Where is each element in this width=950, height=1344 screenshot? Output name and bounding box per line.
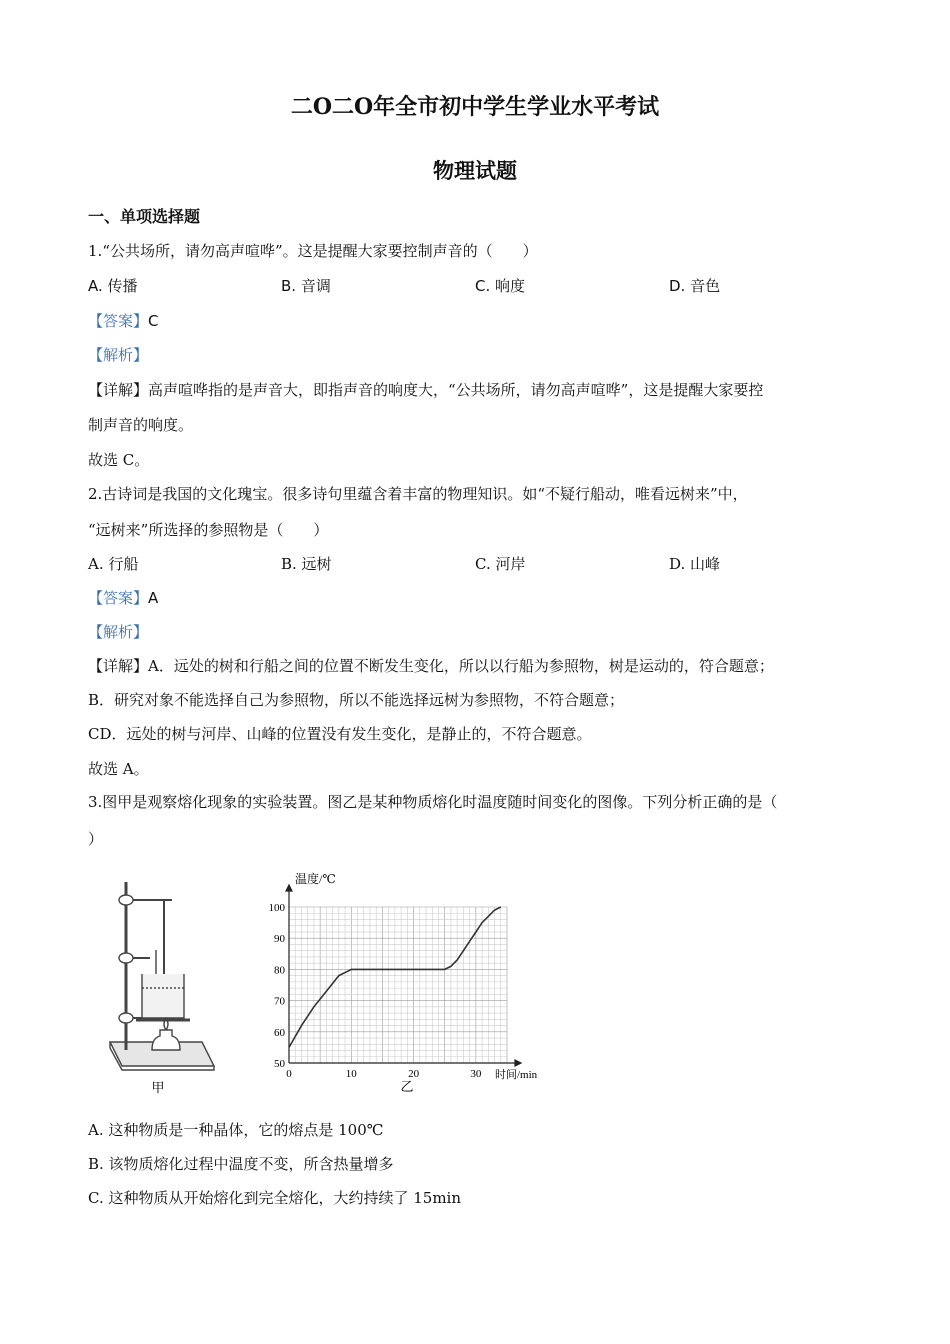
x-axis-label: 时间/min: [495, 1069, 538, 1081]
answer-tag: 【答案】: [88, 312, 149, 330]
y-tick-label: 50: [274, 1058, 285, 1070]
q2-conclusion: 故选 A。: [88, 760, 149, 778]
y-axis-arrow: [286, 885, 292, 891]
figure-jia-label: 甲: [151, 1080, 165, 1095]
q1-answer: [88, 311, 159, 331]
detail-text: A．远处的树和行船之间的位置不断发生变化，所以以行船为参照物，树是运动的，符合题意；: [148, 657, 774, 675]
beaker: [142, 974, 184, 1018]
q1-conclusion: 故选 C。: [88, 451, 150, 469]
y-tick-label: 100: [268, 902, 285, 914]
y-tick-label: 60: [274, 1026, 285, 1039]
q1-detail-line1: [88, 380, 763, 400]
y-axis-label: 温度/℃: [295, 872, 336, 886]
q2-option-b: B. 远树: [281, 555, 332, 573]
question-2-stem-line1: 2.古诗词是我国的文化瑰宝。很多诗句里蕴含着丰富的物理知识。如“不疑行船动，唯看远树来”中，: [88, 485, 748, 503]
page-title: 二O二O年全市初中学生学业水平考试: [290, 94, 660, 120]
q1-analysis-tag: 【解析】: [88, 346, 149, 364]
q1-option-b: B. 音调: [281, 277, 331, 295]
apparatus-figure: [100, 870, 230, 1100]
question-3-stem-line2: ）: [88, 830, 104, 848]
x-tick-label: 0: [286, 1068, 292, 1080]
chart-ticks: [269, 902, 482, 1080]
y-tick-label: 90: [274, 933, 285, 946]
detail-tag: 【详解】: [88, 657, 149, 675]
question-3-stem-line1: 3.图甲是观察熔化现象的实验装置。图乙是某种物质熔化时温度随时间变化的图像。下列分析正确的是（: [88, 793, 778, 811]
x-tick-label: 20: [408, 1068, 420, 1080]
x-tick-label: 30: [470, 1068, 482, 1080]
q2-analysis-tag: 【解析】: [88, 623, 149, 641]
question-1-stem: 1.“公共场所，请勿高声喧哗”。这是提醒大家要控制声音的（ ）: [88, 242, 538, 260]
x-tick-label: 10: [345, 1068, 357, 1080]
q2-detail-line1: [88, 656, 774, 676]
q2-detail-line2: B．研究对象不能选择自己为参照物，所以不能选择远树为参照物，不符合题意；: [88, 691, 625, 709]
answer-value: A: [148, 589, 159, 607]
y-tick-label: 80: [274, 964, 285, 977]
answer-tag: 【答案】: [88, 589, 149, 607]
page-subtitle: 物理试题: [433, 158, 517, 183]
q2-option-a: A. 行船: [88, 555, 139, 573]
q2-detail-line3: CD．远处的树与河岸、山峰的位置没有发生变化，是静止的，不符合题意。: [88, 725, 592, 743]
q3-option-a: A. 这种物质是一种晶体，它的熔点是 100℃: [88, 1121, 384, 1139]
q1-detail-line2: 制声音的响度。: [88, 416, 194, 434]
x-axis-arrow: [515, 1060, 521, 1066]
question-2-stem-line2: “远树来”所选择的参照物是（ ）: [88, 521, 329, 539]
q1-option-a: A. 传播: [88, 277, 138, 295]
answer-value: C: [148, 312, 159, 330]
q2-option-d: D. 山峰: [669, 555, 721, 573]
chart-grid: [289, 907, 507, 1063]
q1-option-c: C. 响度: [475, 277, 526, 295]
section-heading: 一、单项选择题: [88, 207, 201, 226]
burner: [152, 1030, 180, 1050]
q3-option-b: B. 该物质熔化过程中温度不变，所含热量增多: [88, 1155, 394, 1173]
q2-answer: [88, 588, 158, 608]
q1-option-d: D. 音色: [669, 277, 721, 295]
y-tick-label: 70: [274, 995, 285, 1008]
figure-yi-label: 乙: [400, 1079, 414, 1094]
q2-option-c: C. 河岸: [475, 555, 526, 573]
detail-tag: 【详解】: [88, 381, 149, 399]
q3-option-c: C. 这种物质从开始熔化到完全熔化，大约持续了 15min: [88, 1189, 462, 1207]
detail-text: 高声喧哗指的是声音大，即指声音的响度大，“公共场所，请勿高声喧哗”，这是提醒大家要控: [148, 381, 764, 399]
temperature-chart: [255, 865, 555, 1095]
